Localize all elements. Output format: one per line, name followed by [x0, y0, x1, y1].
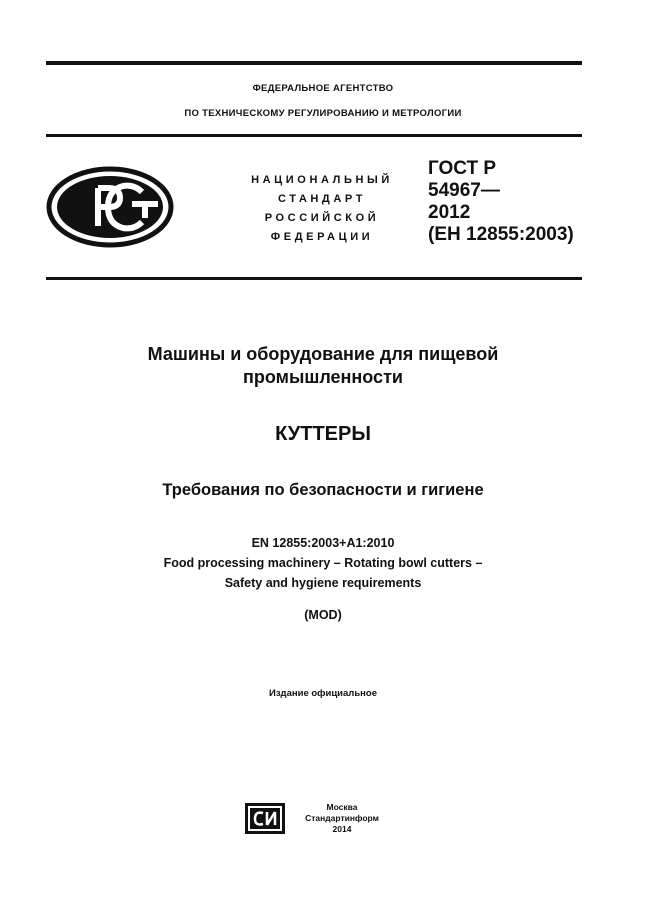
standartinform-logo-icon: [245, 803, 285, 834]
gost-line-3: 2012: [428, 202, 471, 223]
header-bottom-rule: [46, 277, 582, 280]
gost-line-4: (ЕН 12855:2003): [428, 224, 574, 245]
gost-line-2: 54967—: [428, 180, 500, 201]
publisher-block: [292, 802, 392, 835]
national-standard-line-3: РОССИЙСКОЙ: [264, 212, 380, 224]
english-line-1: EN 12855:2003+A1:2010: [251, 536, 395, 550]
national-standard-label: [234, 171, 410, 247]
national-standard-line-1: НАЦИОНАЛЬНЫЙ: [251, 174, 393, 186]
agency-line-2: ПО ТЕХНИЧЕСКОМУ РЕГУЛИРОВАНИЮ И МЕТРОЛОГИИ: [184, 108, 462, 119]
english-line-2: Food processing machinery – Rotating bowl cutters –: [163, 556, 483, 570]
national-standard-line-4: ФЕДЕРАЦИИ: [270, 231, 374, 243]
title-line-2: промышленности: [243, 367, 403, 387]
top-rule: [46, 61, 582, 65]
gost-line-1: ГОСТ Р: [428, 158, 497, 179]
title-line-1: Машины и оборудование для пищевой: [147, 344, 499, 364]
agency-divider: [46, 134, 582, 137]
subtitle: Требования по безопасности и гигиене: [162, 481, 484, 499]
agency-line-1: ФЕДЕРАЛЬНОЕ АГЕНТСТВО: [252, 83, 394, 94]
publisher-city: Москва: [326, 802, 358, 812]
edition-label: Издание официальное: [269, 688, 377, 699]
gost-designation: [428, 158, 574, 246]
publisher-name: Стандартинформ: [305, 813, 379, 823]
national-standard-line-2: СТАНДАРТ: [277, 193, 367, 205]
rst-logo-icon: [46, 166, 174, 248]
main-title: КУТТЕРЫ: [275, 423, 371, 445]
english-line-3: Safety and hygiene requirements: [224, 576, 422, 590]
document-title: [0, 343, 646, 389]
english-reference: [0, 533, 646, 593]
mod-label: (MOD): [304, 608, 342, 622]
publisher-year: 2014: [332, 824, 352, 834]
